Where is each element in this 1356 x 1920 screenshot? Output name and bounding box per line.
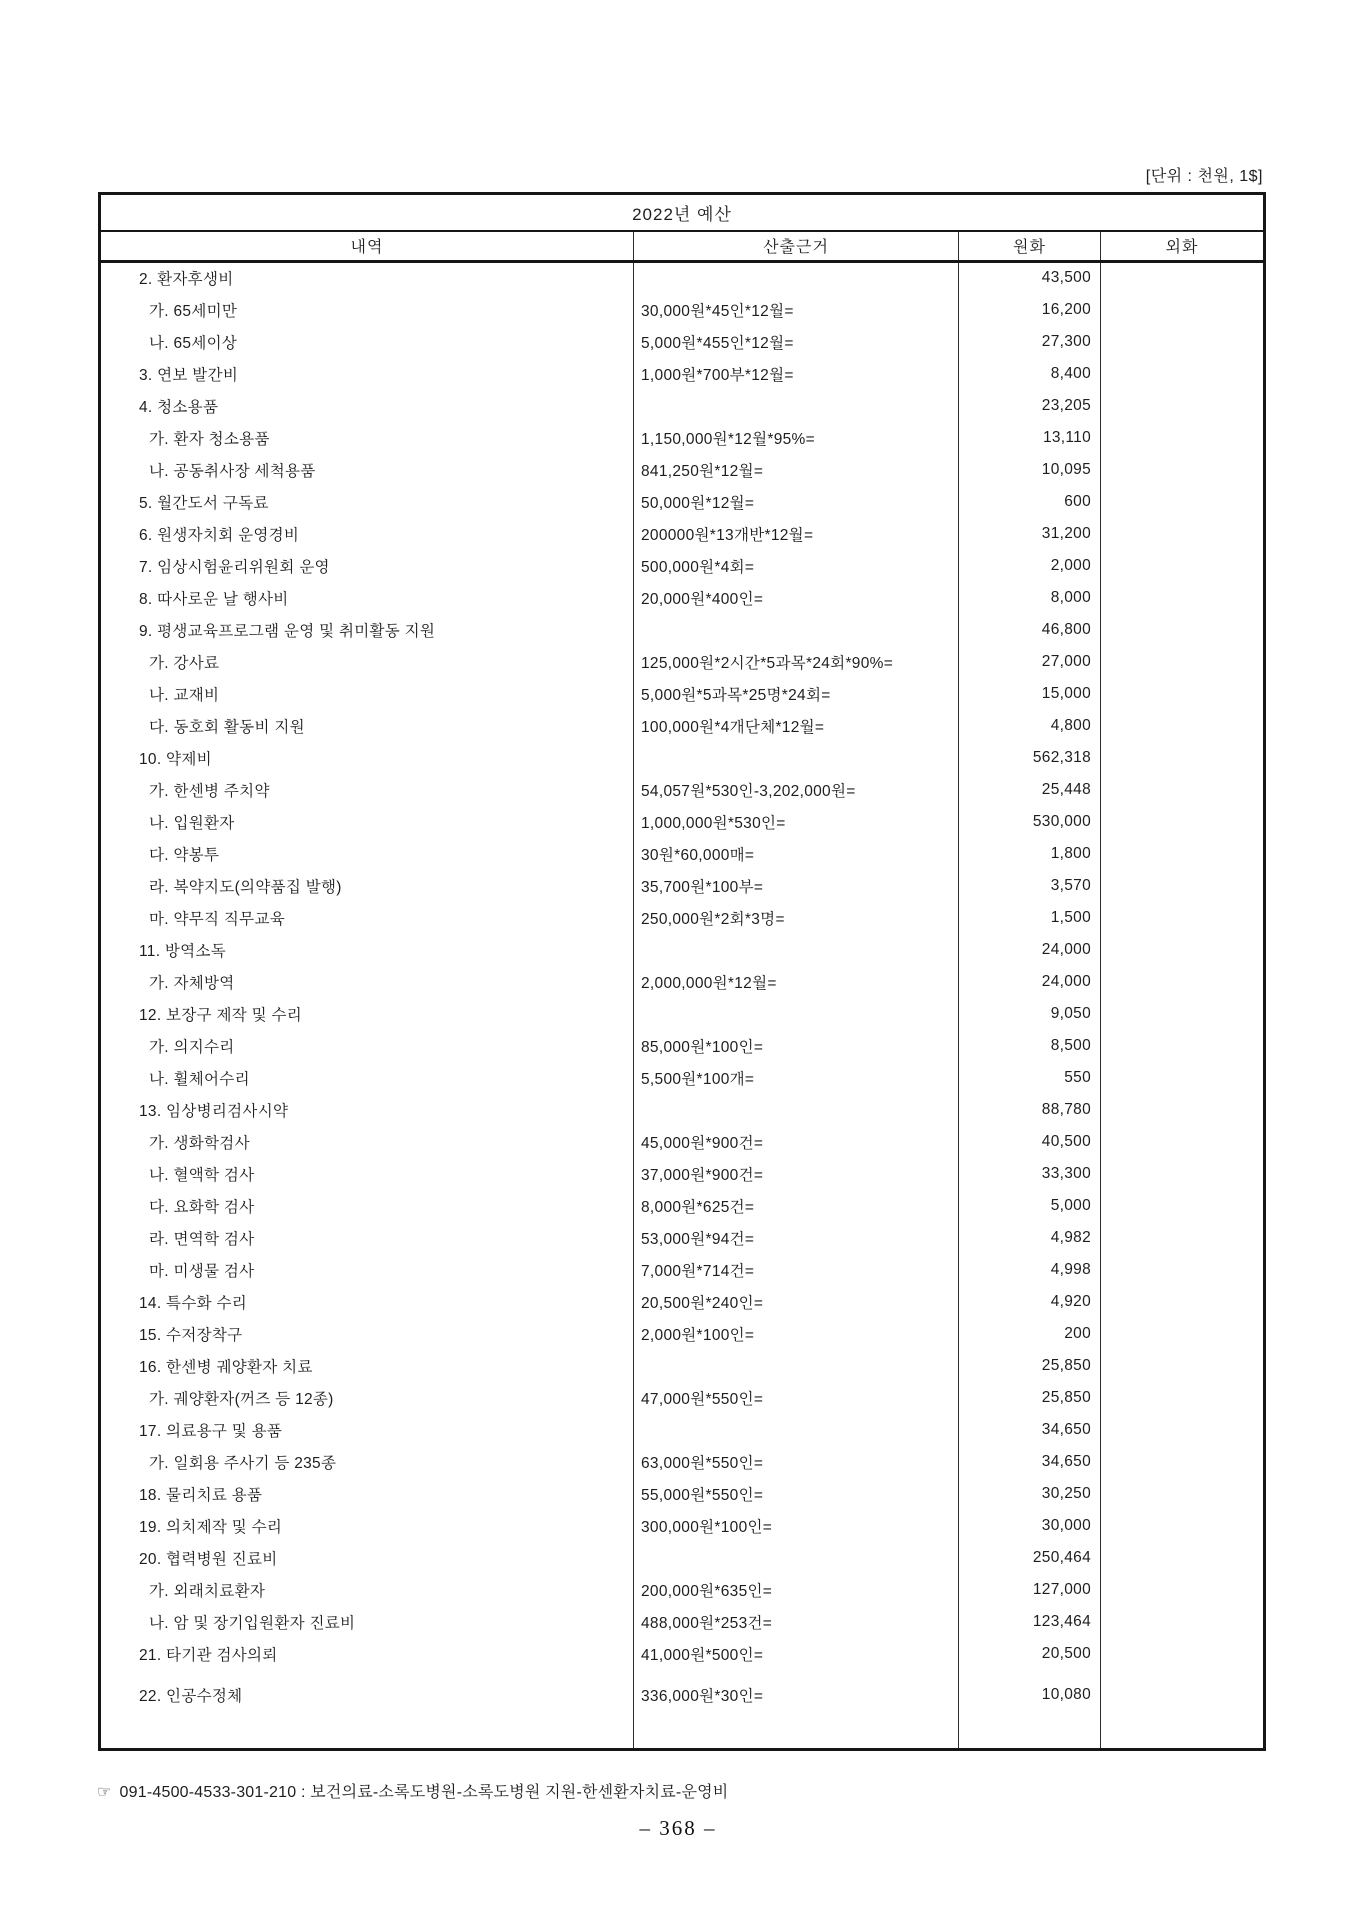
foreign-currency-cell	[1101, 1158, 1265, 1190]
krw-amount-cell: 34,650	[959, 1414, 1101, 1446]
item-name-cell: 다. 약봉투	[149, 846, 220, 864]
krw-amount-cell: 8,400	[959, 358, 1101, 390]
calculation-basis-cell	[634, 390, 959, 422]
calculation-basis-cell	[634, 614, 959, 646]
table-row	[100, 1478, 1265, 1510]
foreign-currency-cell	[1101, 1222, 1265, 1254]
calculation-basis-cell: 100,000원*4개단체*12월=	[634, 710, 959, 742]
item-name-cell: 가. 의지수리	[149, 1038, 235, 1056]
calculation-basis-cell: 500,000원*4회=	[634, 550, 959, 582]
item-name-cell: 라. 면역학 검사	[149, 1230, 255, 1248]
item-name-cell: 나. 입원환자	[149, 814, 235, 832]
table-title-row	[100, 194, 1265, 231]
krw-amount-cell: 600	[959, 486, 1101, 518]
krw-amount-cell: 562,318	[959, 742, 1101, 774]
table-row	[100, 1158, 1265, 1190]
krw-amount-cell: 5,000	[959, 1190, 1101, 1222]
foreign-currency-cell	[1101, 646, 1265, 678]
budget-table	[98, 192, 1266, 1751]
krw-amount-cell: 30,000	[959, 1510, 1101, 1542]
foreign-currency-cell	[1101, 1478, 1265, 1510]
krw-amount-cell: 8,000	[959, 582, 1101, 614]
krw-amount-cell: 10,080	[959, 1670, 1101, 1750]
item-name-cell: 가. 궤양환자(꺼즈 등 12종)	[149, 1390, 334, 1408]
calculation-basis-cell: 2,000원*100인=	[634, 1318, 959, 1350]
table-row	[100, 1382, 1265, 1414]
foreign-currency-cell	[1101, 422, 1265, 454]
item-name-cell: 9. 평생교육프로그램 운영 및 취미활동 지원	[139, 622, 436, 640]
item-name-cell: 가. 한센병 주치약	[149, 782, 270, 800]
krw-amount-cell: 200	[959, 1318, 1101, 1350]
krw-amount-cell: 30,250	[959, 1478, 1101, 1510]
calculation-basis-cell: 55,000원*550인=	[634, 1478, 959, 1510]
table-row	[100, 1286, 1265, 1318]
item-name-cell: 4. 청소용품	[139, 398, 219, 416]
calculation-basis-cell	[634, 1414, 959, 1446]
foreign-currency-cell	[1101, 1606, 1265, 1638]
table-row	[100, 1126, 1265, 1158]
foreign-currency-cell	[1101, 1542, 1265, 1574]
item-name-cell: 15. 수저장착구	[139, 1326, 243, 1344]
table-row	[100, 1606, 1265, 1638]
column-header-krw: 원화	[959, 231, 1101, 262]
item-name-cell: 나. 휠체어수리	[149, 1070, 250, 1088]
krw-amount-cell: 24,000	[959, 966, 1101, 998]
item-name-cell: 10. 약제비	[139, 750, 212, 768]
table-row	[100, 838, 1265, 870]
calculation-basis-cell: 336,000원*30인=	[634, 1670, 959, 1750]
item-name-cell: 가. 생화학검사	[149, 1134, 250, 1152]
calculation-basis-cell: 300,000원*100인=	[634, 1510, 959, 1542]
item-name-cell: 가. 65세미만	[149, 302, 238, 320]
item-name-cell: 8. 따사로운 날 행사비	[139, 590, 289, 608]
foreign-currency-cell	[1101, 870, 1265, 902]
calculation-basis-cell: 54,057원*530인-3,202,000원=	[634, 774, 959, 806]
table-row	[100, 806, 1265, 838]
footnote	[97, 1779, 728, 1802]
table-row	[100, 1318, 1265, 1350]
column-header-foreign-currency: 외화	[1101, 231, 1265, 262]
krw-amount-cell: 127,000	[959, 1574, 1101, 1606]
table-row	[100, 454, 1265, 486]
table-row	[100, 998, 1265, 1030]
calculation-basis-cell: 1,000,000원*530인=	[634, 806, 959, 838]
foreign-currency-cell	[1101, 358, 1265, 390]
calculation-basis-cell: 35,700원*100부=	[634, 870, 959, 902]
foreign-currency-cell	[1101, 1062, 1265, 1094]
calculation-basis-cell: 20,000원*400인=	[634, 582, 959, 614]
calculation-basis-cell: 7,000원*714건=	[634, 1254, 959, 1286]
item-name-cell: 나. 교재비	[149, 686, 220, 704]
item-name-cell: 21. 타기관 검사의뢰	[139, 1646, 278, 1664]
foreign-currency-cell	[1101, 1574, 1265, 1606]
calculation-basis-cell: 5,000원*455인*12월=	[634, 326, 959, 358]
table-row	[100, 742, 1265, 774]
item-name-cell: 16. 한센병 궤양환자 치료	[139, 1358, 313, 1376]
foreign-currency-cell	[1101, 1638, 1265, 1670]
table-row	[100, 1254, 1265, 1286]
calculation-basis-cell: 30,000원*45인*12월=	[634, 294, 959, 326]
calculation-basis-cell: 2,000,000원*12월=	[634, 966, 959, 998]
foreign-currency-cell	[1101, 294, 1265, 326]
krw-amount-cell: 88,780	[959, 1094, 1101, 1126]
table-row	[100, 678, 1265, 710]
foreign-currency-cell	[1101, 902, 1265, 934]
item-name-cell: 가. 외래치료환자	[149, 1582, 266, 1600]
table-row	[100, 1574, 1265, 1606]
krw-amount-cell: 33,300	[959, 1158, 1101, 1190]
item-name-cell: 가. 일회용 주사기 등 235종	[149, 1454, 337, 1472]
item-name-cell: 나. 혈액학 검사	[149, 1166, 255, 1184]
krw-amount-cell: 4,982	[959, 1222, 1101, 1254]
krw-amount-cell: 25,850	[959, 1350, 1101, 1382]
calculation-basis-cell: 250,000원*2회*3명=	[634, 902, 959, 934]
krw-amount-cell: 2,000	[959, 550, 1101, 582]
table-row	[100, 1638, 1265, 1670]
foreign-currency-cell	[1101, 486, 1265, 518]
table-row	[100, 1670, 1265, 1750]
krw-amount-cell: 16,200	[959, 294, 1101, 326]
item-name-cell: 12. 보장구 제작 및 수리	[139, 1006, 303, 1024]
calculation-basis-cell: 1,000원*700부*12월=	[634, 358, 959, 390]
table-row	[100, 518, 1265, 550]
table-row	[100, 486, 1265, 518]
calculation-basis-cell	[634, 934, 959, 966]
krw-amount-cell: 31,200	[959, 518, 1101, 550]
table-row	[100, 390, 1265, 422]
krw-amount-cell: 4,800	[959, 710, 1101, 742]
pointing-hand-icon: ☞	[97, 1784, 112, 1801]
krw-amount-cell: 46,800	[959, 614, 1101, 646]
item-name-cell: 마. 약무직 직무교육	[149, 910, 286, 928]
item-name-cell: 19. 의치제작 및 수리	[139, 1518, 283, 1536]
item-name-cell: 6. 원생자치회 운영경비	[139, 526, 300, 544]
unit-note: [단위 : 천원, 1$]	[1145, 168, 1263, 185]
foreign-currency-cell	[1101, 966, 1265, 998]
calculation-basis-cell	[634, 1542, 959, 1574]
table-row	[100, 774, 1265, 806]
table-row	[100, 1510, 1265, 1542]
item-name-cell: 14. 특수화 수리	[139, 1294, 248, 1312]
foreign-currency-cell	[1101, 550, 1265, 582]
calculation-basis-cell: 41,000원*500인=	[634, 1638, 959, 1670]
krw-amount-cell: 8,500	[959, 1030, 1101, 1062]
item-name-cell: 17. 의료용구 및 용품	[139, 1422, 283, 1440]
krw-amount-cell: 4,998	[959, 1254, 1101, 1286]
item-name-cell: 다. 동호회 활동비 지원	[149, 718, 305, 736]
calculation-basis-cell: 30원*60,000매=	[634, 838, 959, 870]
calculation-basis-cell: 200,000원*635인=	[634, 1574, 959, 1606]
calculation-basis-cell: 5,500원*100개=	[634, 1062, 959, 1094]
calculation-basis-cell: 53,000원*94건=	[634, 1222, 959, 1254]
table-row	[100, 966, 1265, 998]
table-row	[100, 550, 1265, 582]
table-title: 2022년 예산	[100, 194, 1265, 231]
item-name-cell: 5. 월간도서 구독료	[139, 494, 269, 512]
krw-amount-cell: 24,000	[959, 934, 1101, 966]
table-row	[100, 1350, 1265, 1382]
krw-amount-cell: 25,448	[959, 774, 1101, 806]
item-name-cell: 나. 65세이상	[149, 334, 238, 352]
table-row	[100, 262, 1265, 294]
table-row	[100, 422, 1265, 454]
calculation-basis-cell: 37,000원*900건=	[634, 1158, 959, 1190]
item-name-cell: 20. 협력병원 진료비	[139, 1550, 278, 1568]
table-row	[100, 870, 1265, 902]
budget-table-body	[100, 262, 1265, 1750]
krw-amount-cell: 550	[959, 1062, 1101, 1094]
item-name-cell: 나. 공동취사장 세척용품	[149, 462, 316, 480]
calculation-basis-cell	[634, 1350, 959, 1382]
foreign-currency-cell	[1101, 1382, 1265, 1414]
calculation-basis-cell: 47,000원*550인=	[634, 1382, 959, 1414]
item-name-cell: 7. 임상시험윤리위원회 운영	[139, 558, 330, 576]
table-row	[100, 1542, 1265, 1574]
foreign-currency-cell	[1101, 614, 1265, 646]
calculation-basis-cell: 8,000원*625건=	[634, 1190, 959, 1222]
foreign-currency-cell	[1101, 998, 1265, 1030]
item-name-cell: 라. 복약지도(의약품집 발행)	[149, 878, 342, 896]
column-header-detail: 내역	[100, 231, 634, 262]
item-name-cell: 나. 암 및 장기입원환자 진료비	[149, 1614, 356, 1632]
item-name-cell: 가. 환자 청소용품	[149, 430, 270, 448]
calculation-basis-cell: 20,500원*240인=	[634, 1286, 959, 1318]
foreign-currency-cell	[1101, 678, 1265, 710]
foreign-currency-cell	[1101, 518, 1265, 550]
krw-amount-cell: 40,500	[959, 1126, 1101, 1158]
foreign-currency-cell	[1101, 1286, 1265, 1318]
item-name-cell: 11. 방역소독	[139, 942, 226, 960]
calculation-basis-cell: 45,000원*900건=	[634, 1126, 959, 1158]
table-row	[100, 1222, 1265, 1254]
foreign-currency-cell	[1101, 1318, 1265, 1350]
calculation-basis-cell: 1,150,000원*12월*95%=	[634, 422, 959, 454]
table-row	[100, 614, 1265, 646]
table-row	[100, 1446, 1265, 1478]
item-name-cell: 13. 임상병리검사시약	[139, 1102, 289, 1120]
foreign-currency-cell	[1101, 806, 1265, 838]
foreign-currency-cell	[1101, 1126, 1265, 1158]
krw-amount-cell: 10,095	[959, 454, 1101, 486]
foreign-currency-cell	[1101, 1446, 1265, 1478]
krw-amount-cell: 15,000	[959, 678, 1101, 710]
item-name-cell: 마. 미생물 검사	[149, 1262, 255, 1280]
krw-amount-cell: 13,110	[959, 422, 1101, 454]
krw-amount-cell: 1,800	[959, 838, 1101, 870]
calculation-basis-cell	[634, 998, 959, 1030]
calculation-basis-cell	[634, 742, 959, 774]
table-row	[100, 1094, 1265, 1126]
item-name-cell: 22. 인공수정체	[139, 1687, 243, 1705]
krw-amount-cell: 9,050	[959, 998, 1101, 1030]
calculation-basis-cell: 50,000원*12월=	[634, 486, 959, 518]
foreign-currency-cell	[1101, 262, 1265, 294]
krw-amount-cell: 530,000	[959, 806, 1101, 838]
calculation-basis-cell	[634, 1094, 959, 1126]
calculation-basis-cell: 841,250원*12월=	[634, 454, 959, 486]
krw-amount-cell: 34,650	[959, 1446, 1101, 1478]
table-row	[100, 902, 1265, 934]
krw-amount-cell: 123,464	[959, 1606, 1101, 1638]
item-name-cell: 다. 요화학 검사	[149, 1198, 255, 1216]
krw-amount-cell: 23,205	[959, 390, 1101, 422]
foreign-currency-cell	[1101, 838, 1265, 870]
foreign-currency-cell	[1101, 326, 1265, 358]
foreign-currency-cell	[1101, 1190, 1265, 1222]
calculation-basis-cell: 200000원*13개반*12월=	[634, 518, 959, 550]
table-row	[100, 646, 1265, 678]
foreign-currency-cell	[1101, 742, 1265, 774]
column-header-calculation-basis: 산출근거	[634, 231, 959, 262]
foreign-currency-cell	[1101, 1670, 1265, 1750]
foreign-currency-cell	[1101, 934, 1265, 966]
krw-amount-cell: 3,570	[959, 870, 1101, 902]
foreign-currency-cell	[1101, 1510, 1265, 1542]
krw-amount-cell: 4,920	[959, 1286, 1101, 1318]
foreign-currency-cell	[1101, 1414, 1265, 1446]
table-row	[100, 358, 1265, 390]
calculation-basis-cell: 125,000원*2시간*5과목*24회*90%=	[634, 646, 959, 678]
calculation-basis-cell: 85,000원*100인=	[634, 1030, 959, 1062]
krw-amount-cell: 20,500	[959, 1638, 1101, 1670]
foreign-currency-cell	[1101, 710, 1265, 742]
krw-amount-cell: 27,000	[959, 646, 1101, 678]
krw-amount-cell: 1,500	[959, 902, 1101, 934]
table-row	[100, 326, 1265, 358]
calculation-basis-cell: 5,000원*5과목*25명*24회=	[634, 678, 959, 710]
table-row	[100, 1190, 1265, 1222]
item-name-cell: 가. 강사료	[149, 654, 220, 672]
krw-amount-cell: 250,464	[959, 1542, 1101, 1574]
foreign-currency-cell	[1101, 774, 1265, 806]
foreign-currency-cell	[1101, 1094, 1265, 1126]
foreign-currency-cell	[1101, 1030, 1265, 1062]
table-row	[100, 710, 1265, 742]
foreign-currency-cell	[1101, 582, 1265, 614]
foreign-currency-cell	[1101, 454, 1265, 486]
table-row	[100, 582, 1265, 614]
table-row	[100, 1414, 1265, 1446]
item-name-cell: 가. 자체방역	[149, 974, 235, 992]
table-header-row	[100, 231, 1265, 262]
calculation-basis-cell: 63,000원*550인=	[634, 1446, 959, 1478]
foreign-currency-cell	[1101, 390, 1265, 422]
krw-amount-cell: 43,500	[959, 262, 1101, 294]
table-row	[100, 1030, 1265, 1062]
foreign-currency-cell	[1101, 1350, 1265, 1382]
footnote-text: 091-4500-4533-301-210 : 보건의료-소록도병원-소록도병원 지원-한센환자치료-운영비	[119, 1784, 729, 1801]
item-name-cell: 3. 연보 발간비	[139, 366, 239, 384]
calculation-basis-cell	[634, 262, 959, 294]
krw-amount-cell: 25,850	[959, 1382, 1101, 1414]
item-name-cell: 2. 환자후생비	[139, 271, 234, 289]
table-row	[100, 1062, 1265, 1094]
foreign-currency-cell	[1101, 1254, 1265, 1286]
table-row	[100, 934, 1265, 966]
calculation-basis-cell: 488,000원*253건=	[634, 1606, 959, 1638]
table-row	[100, 294, 1265, 326]
page-number: – 368 –	[639, 1816, 717, 1840]
krw-amount-cell: 27,300	[959, 326, 1101, 358]
item-name-cell: 18. 물리치료 용품	[139, 1486, 263, 1504]
